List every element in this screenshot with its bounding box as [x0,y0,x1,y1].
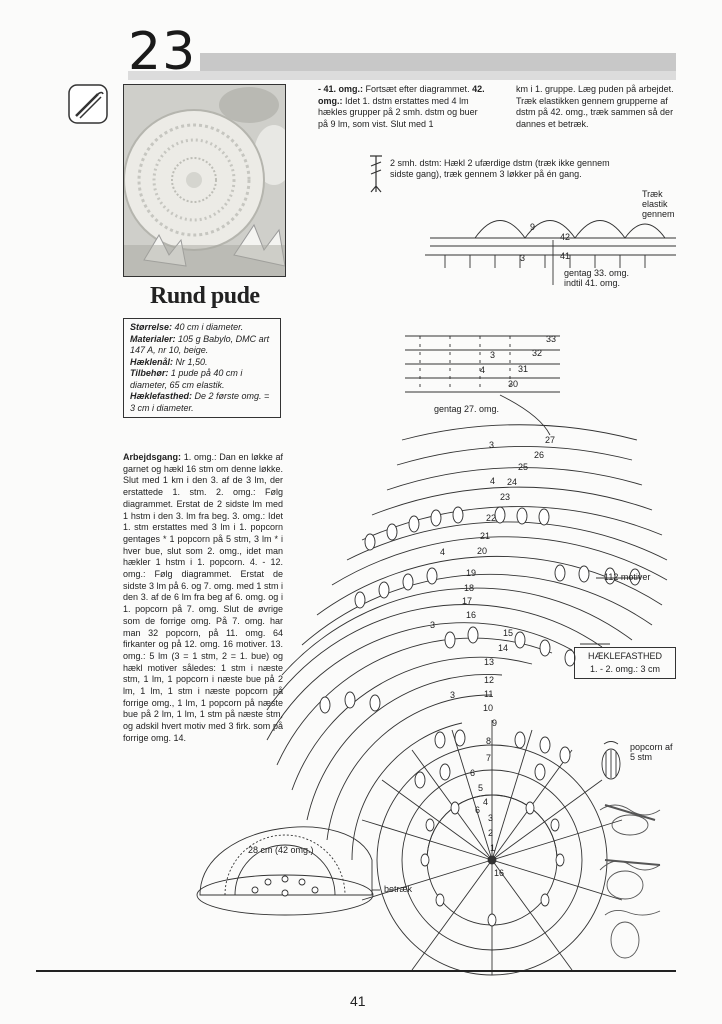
hook-label: Hæklenål: [130,356,174,367]
accessories-label: Tilbehør: [130,368,169,378]
instructions-body: 1. omg.: Dan en løkke af garnet og hækl 16 stm om denne løkke. Slut med 1 km i den 3. af de 3 lm, der erstattede 1. stm. 2. omg.: Følg diagrammet. Erstat de 2 sidste lm med 1 hstm i den 3. lm fra beg. 3. omg.: Idet 1. stm erstattes med 3 lm i 1. popcorn gentages * 1 popcorn på 5 stm, 3 lm * i hver bue, slut som 2. omg., idet man hækler 1 hstm i 1. popcorn. 4. - 12. omg.: Følg diagrammet. Erstat de sidste 3 lm på 6. og 7. omg. med 1 stm i den 3. af de 6 lm fra beg af 6. omg. og i 1. popcorn på 7. omg. Slut de øvrige som de forrige omg. På 7. omg. har man 32 popcorn, på 11. omg. 64 firkanter og på 12. omg. 16 motiver. 13. omg.: 5 lm (3 = 1 stm, 2 = 1. bue) og hækl motiver således: 1 stm i næste stm, 1 lm, 1 popcorn i næste bue på 2 lm, 1 lm, 1 stm i næste popcorn på forrige omg., 1 lm, 1 popcorn på næste bue på 2 lm, 1 lm, 1 stm på næste stm, og adskil hvert motiv med 3 firk. som på forrige omg. 14. [123,452,283,743]
stitch-count: 3 [490,350,496,360]
gauge-box [574,647,676,679]
row-number: 22 [486,513,497,523]
row-number: 1 [490,843,496,853]
materials-value: 105 g Babylo, DMC art 147 A, nr 10, beige. [130,333,270,355]
row-number: 24 [507,477,518,487]
materials-label: Materialer: [130,333,176,344]
round-41-label: - 41. omg.: [318,84,364,94]
footer-rule [36,970,676,972]
elastic-label: Træk elastik gennem [642,189,675,219]
gauge-box-value: 1. - 2. omg.: 3 cm [589,664,661,674]
round-41-text: Fortsæt efter diagrammet. [365,84,470,94]
round-42-label: 42. omg.: [318,84,485,106]
stitch-count: 4 [490,476,496,486]
row-number: 14 [498,643,509,653]
row-number: 41 [560,251,571,261]
row-number: 13 [484,657,495,667]
page-number: 41 [350,993,366,1009]
row-number: 19 [466,568,477,578]
hook-value: Nr 1,50. [175,356,208,367]
cover-size-label: 28 cm (42 omg.) [248,845,314,855]
row-number: 27 [545,435,556,445]
gauge-label: Hæklefasthed: [130,391,193,401]
row-number: 9 [492,718,498,728]
row-number: 7 [486,753,492,763]
motifs-label: 112 motiver [604,572,651,582]
row-number: 11 [484,689,494,699]
dtr-cluster-legend: 2 smh. dstm: Hækl 2 ufærdige dstm (træk ikke gennem sidste gang), træk gennem 3 løkker på én gang. [390,158,610,179]
row-number: 10 [483,703,494,713]
row-number: 33 [546,334,557,344]
row-number: 16 [466,610,477,620]
stitch-count: 6 [475,805,481,815]
stitch-count: 16 [494,868,505,878]
row-number: 4 [483,797,489,807]
cover-label: betræk [384,884,413,894]
row-number: 42 [560,232,571,242]
stitch-count: 3 [430,620,436,630]
row-number: 3 [488,813,494,823]
stitch-count: 4 [480,365,486,375]
round-42-text: Idet 1. dstm erstattes med 4 lm hækles grupper på 2 smh. dstm og buer på 9 lm, som vist. Slut med 1 [318,95,478,130]
repeat-top-label: gentag 33. omg. indtil 41. omg. [564,268,630,288]
gauge-value: De 2 første omg. = 3 cm i diameter. [130,391,270,413]
row-number: 32 [532,348,543,358]
gauge-box-title: HÆKLEFASTHED [587,651,663,661]
stitch-count: 3 [450,690,456,700]
row-number: 23 [500,492,511,502]
row-number: 26 [534,450,545,460]
row-number: 25 [518,462,529,472]
stitch-count: 9 [530,222,536,232]
row-number: 5 [478,783,484,793]
stitch-count: 4 [440,547,446,557]
accessories-value: 1 pude på 40 cm i diameter, 65 cm elastik. [130,368,243,390]
size-value: 40 cm i diameter. [174,322,244,332]
popcorn-label: popcorn af 5 stm [630,742,673,762]
stitch-count: 3 [489,440,495,450]
row-number: 30 [508,379,519,389]
pattern-number: 23 [128,22,197,82]
row-number: 21 [480,531,491,541]
row-number: 31 [518,364,529,374]
instructions-label: Arbejdsgang: [123,452,182,462]
row-number: 15 [503,628,514,638]
row-number: 2 [488,828,494,838]
pattern-title: Rund pude [150,283,260,309]
row-number: 18 [464,583,475,593]
instructions-column-2: km i 1. gruppe. Læg puden på arbejdet. Træk elastikken gennem grupperne af dstm på 42. omg., træk sammen så der dannes et betræk. [516,84,674,130]
row-number: 12 [484,675,495,685]
stitch-count: 3 [520,253,526,263]
row-number: 6 [470,768,476,778]
row-number: 8 [486,736,492,746]
row-number: 17 [462,596,473,606]
repeat-mid-label: gentag 27. omg. [434,404,500,414]
size-label: Størrelse: [130,322,173,332]
row-number: 20 [477,546,488,556]
